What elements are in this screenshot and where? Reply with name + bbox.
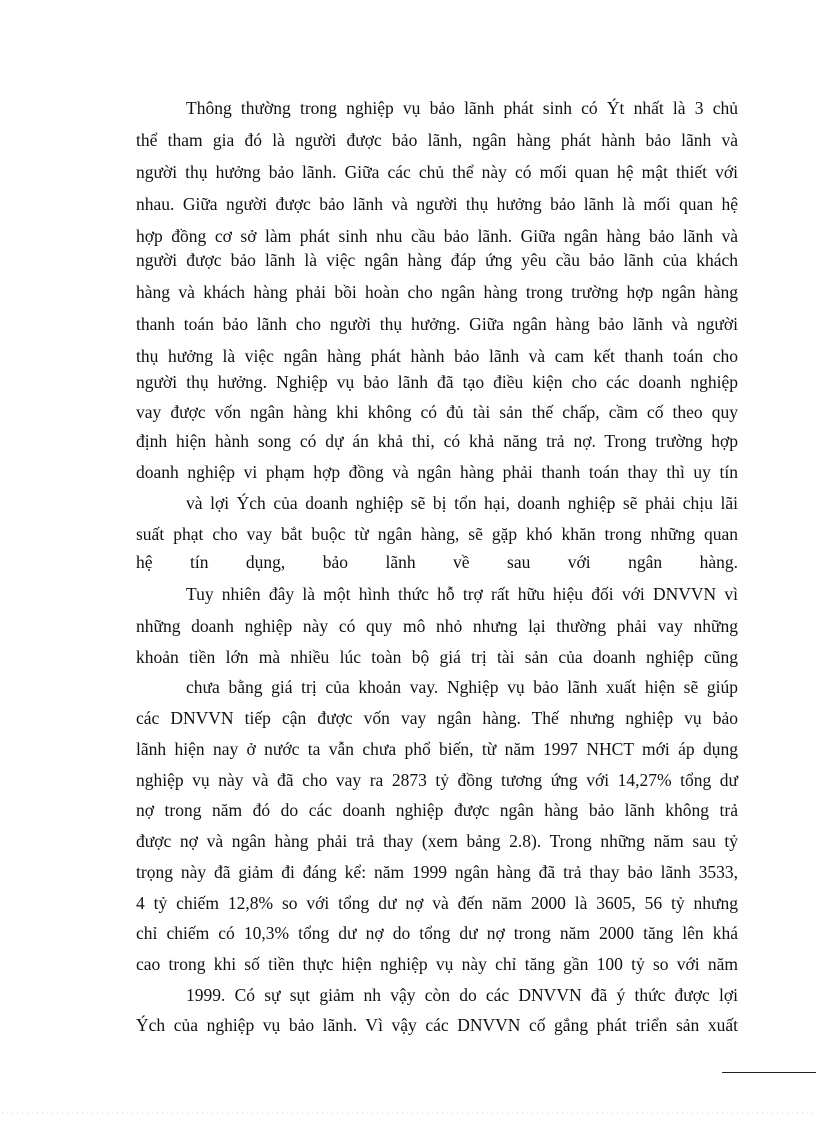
paragraph-line: nhau. Giữa người được bảo lãnh và người thụ hưởng bảo lãnh là mối quan hệ (136, 194, 738, 214)
paragraph-line: nghiệp vụ này và đã cho vay ra 2873 tỷ đồng tương ứng với 14,27% tổng dư (136, 770, 738, 790)
paragraph-line: người thụ hưởng. Nghiệp vụ bảo lãnh đã tạo điều kiện cho các doanh nghiệp (136, 372, 738, 392)
paragraph-line: và lợi Ých của doanh nghiệp sẽ bị tổn hại, doanh nghiệp sẽ phải chịu lãi (186, 493, 738, 513)
paragraph-line: được nợ và ngân hàng phải trả thay (xem bảng 2.8). Trong những năm sau tỷ (136, 831, 738, 851)
paragraph-line: cao trong khi số tiền thực hiện nghiệp vụ này chỉ tăng gần 100 tỷ so với năm (136, 954, 738, 974)
paragraph-line: thụ hưởng là việc ngân hàng phát hành bảo lãnh và cam kết thanh toán cho (136, 346, 738, 366)
paragraph-line: Tuy nhiên đây là một hình thức hỗ trợ rất hữu hiệu đối với DNVVN vì (186, 584, 738, 604)
paragraph-line: các DNVVN tiếp cận được vốn vay ngân hàng. Thế nhưng nghiệp vụ bảo (136, 708, 738, 728)
paragraph-line: lãnh hiện nay ở nước ta vẫn chưa phổ biến, từ năm 1997 NHCT mới áp dụng (136, 739, 738, 759)
paragraph-line: thể tham gia đó là người được bảo lãnh, ngân hàng phát hành bảo lãnh và (136, 130, 738, 150)
paragraph-line: hàng và khách hàng phải bồi hoàn cho ngân hàng trong trường hợp ngân hàng (136, 282, 738, 302)
paragraph-line: chưa bằng giá trị của khoản vay. Nghiệp vụ bảo lãnh xuất hiện sẽ giúp (186, 677, 738, 697)
paragraph-line: hệ tín dụng, bảo lãnh về sau với ngân hàng. (136, 552, 738, 572)
paragraph-line: người được bảo lãnh là việc ngân hàng đáp ứng yêu cầu bảo lãnh của khách (136, 250, 738, 270)
footnote-divider (722, 1072, 816, 1073)
paragraph-line: 4 tỷ chiếm 12,8% so với tổng dư nợ và đến năm 2000 là 3605, 56 tỷ nhưng (136, 893, 738, 913)
paragraph-line: 1999. Có sự sụt giảm nh vậy còn do các DNVVN đã ý thức được lợi (186, 985, 738, 1005)
paragraph-line: trọng này đã giảm đi đáng kể: năm 1999 ngân hàng đã trả thay bảo lãnh 3533, (136, 862, 738, 882)
page-bottom-dotted-border (0, 1112, 816, 1114)
paragraph-line: vay được vốn ngân hàng khi không có đủ tài sản thế chấp, cầm cố theo quy (136, 402, 738, 422)
paragraph-line: thanh toán bảo lãnh cho người thụ hưởng. Giữa ngân hàng bảo lãnh và người (136, 314, 738, 334)
paragraph-line: nợ trong năm đó do các doanh nghiệp được ngân hàng bảo lãnh không trả (136, 800, 738, 820)
paragraph-line: những doanh nghiệp này có quy mô nhỏ nhưng lại thường phải vay những (136, 616, 738, 636)
paragraph-line: chỉ chiếm có 10,3% tổng dư nợ do tổng dư nợ trong năm 2000 tăng lên khá (136, 923, 738, 943)
paragraph-line: suất phạt cho vay bắt buộc từ ngân hàng, sẽ gặp khó khăn trong những quan (136, 524, 738, 544)
paragraph-line: doanh nghiệp vi phạm hợp đồng và ngân hàng phải thanh toán thay thì uy tín (136, 462, 738, 482)
paragraph-line: hợp đồng cơ sở làm phát sinh nhu cầu bảo lãnh. Giữa ngân hàng bảo lãnh và (136, 226, 738, 246)
paragraph-line: Thông thường trong nghiệp vụ bảo lãnh phát sinh có Ýt nhất là 3 chủ (186, 98, 738, 118)
paragraph-line: Ých của nghiệp vụ bảo lãnh. Vì vậy các DNVVN cố gắng phát triển sản xuất (136, 1015, 738, 1035)
paragraph-line: định hiện hành song có dự án khả thi, có khả năng trả nợ. Trong trường hợp (136, 431, 738, 451)
paragraph-line: khoản tiền lớn mà nhiều lúc toàn bộ giá trị tài sản của doanh nghiệp cũng (136, 647, 738, 667)
paragraph-line: người thụ hưởng bảo lãnh. Giữa các chủ thể này có mối quan hệ mật thiết với (136, 162, 738, 182)
